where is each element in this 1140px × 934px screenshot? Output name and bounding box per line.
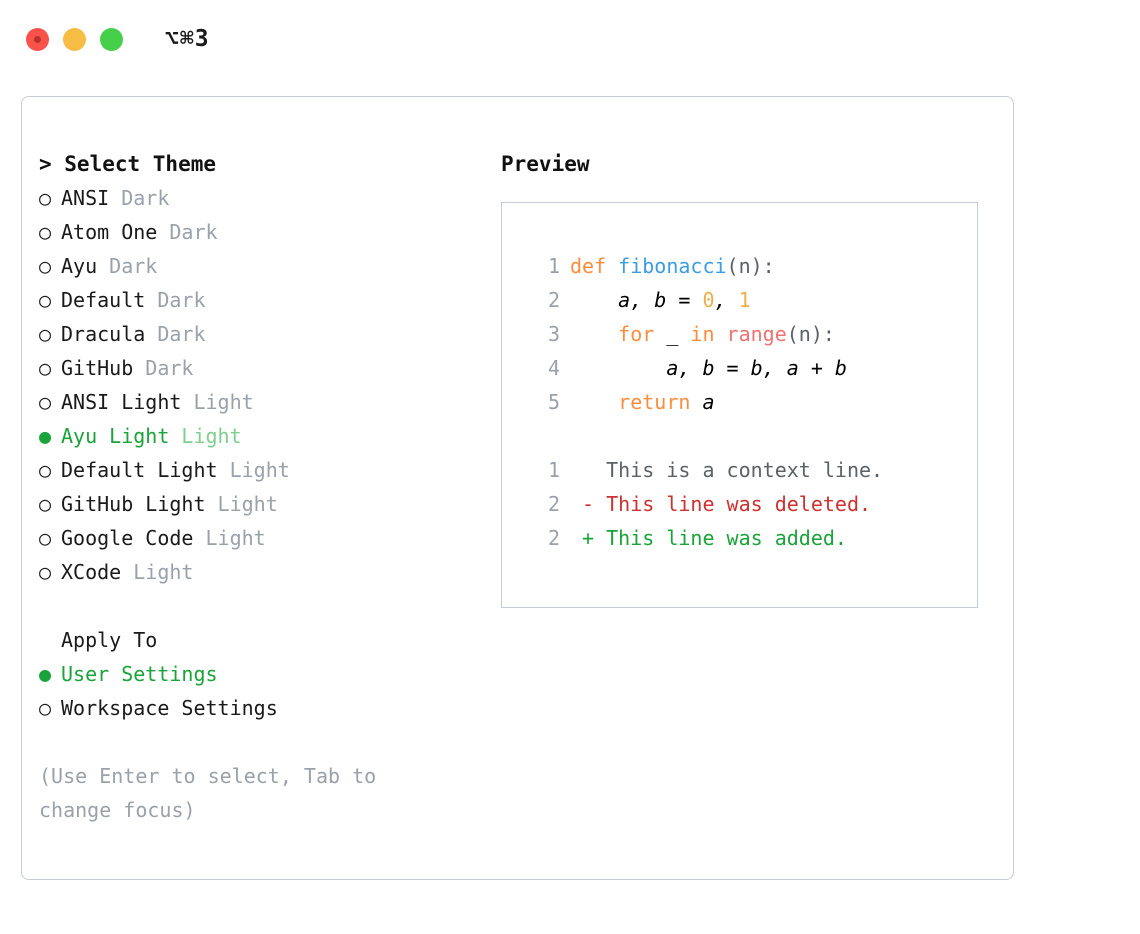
code-token: in bbox=[690, 322, 727, 346]
line-number: 5 bbox=[547, 390, 560, 414]
zoom-button-icon[interactable] bbox=[100, 28, 123, 51]
theme-option-tag: Light bbox=[121, 560, 194, 584]
theme-option-tag: Dark bbox=[145, 288, 206, 312]
code-line bbox=[526, 317, 883, 351]
theme-option[interactable] bbox=[39, 555, 489, 589]
theme-option-label: GitHub bbox=[61, 356, 134, 380]
theme-option-tag: Light bbox=[169, 424, 242, 448]
theme-option-label: Atom One bbox=[61, 220, 158, 244]
code-token: return bbox=[570, 390, 703, 414]
theme-option-tag: Dark bbox=[109, 186, 170, 210]
code-token: _ bbox=[666, 322, 691, 346]
radio-unselected-icon: ○ bbox=[39, 696, 52, 720]
code-token: a, b = b, a + b bbox=[570, 356, 847, 380]
theme-option-tag: Dark bbox=[97, 254, 158, 278]
code-line bbox=[526, 419, 883, 453]
code-line bbox=[526, 351, 883, 385]
apply-to-option-label: Workspace Settings bbox=[61, 696, 278, 720]
line-number: 1 bbox=[547, 254, 560, 278]
code-token: fibonacci bbox=[618, 254, 727, 278]
theme-option[interactable] bbox=[39, 419, 489, 453]
code-line bbox=[526, 385, 883, 419]
radio-unselected-icon: ○ bbox=[39, 322, 52, 346]
theme-option-label: Ayu Light bbox=[61, 424, 170, 448]
code-token: range bbox=[726, 322, 787, 346]
theme-option-label: Google Code bbox=[61, 526, 194, 550]
preview-column bbox=[501, 147, 1001, 181]
theme-option[interactable] bbox=[39, 521, 489, 555]
apply-to-label: Apply To bbox=[61, 628, 158, 652]
theme-selection-column bbox=[39, 147, 489, 827]
theme-option-label: Default Light bbox=[61, 458, 218, 482]
minimize-button-icon[interactable] bbox=[63, 28, 86, 51]
apply-to-list bbox=[39, 657, 489, 725]
theme-option[interactable] bbox=[39, 249, 489, 283]
code-token: a, b = bbox=[570, 288, 703, 312]
line-number: 3 bbox=[547, 322, 560, 346]
line-number: 4 bbox=[547, 356, 560, 380]
theme-option[interactable] bbox=[39, 317, 489, 351]
code-preview bbox=[526, 249, 883, 555]
theme-option[interactable] bbox=[39, 385, 489, 419]
theme-option-label: Default bbox=[61, 288, 146, 312]
theme-option-label: XCode bbox=[61, 560, 122, 584]
code-token: (n): bbox=[786, 322, 835, 346]
theme-option[interactable] bbox=[39, 453, 489, 487]
code-token bbox=[570, 424, 582, 448]
theme-option-tag: Dark bbox=[157, 220, 218, 244]
code-token: 1 bbox=[738, 288, 751, 312]
theme-option-label: ANSI bbox=[61, 186, 110, 210]
preview-heading: Preview bbox=[501, 152, 590, 176]
code-token: a bbox=[702, 390, 715, 414]
select-theme-heading: > Select Theme bbox=[39, 152, 217, 176]
code-token: , bbox=[714, 288, 739, 312]
radio-unselected-icon: ○ bbox=[39, 288, 52, 312]
code-line bbox=[526, 487, 883, 521]
theme-option[interactable] bbox=[39, 487, 489, 521]
title-bar bbox=[0, 0, 1140, 78]
radio-unselected-icon: ○ bbox=[39, 254, 52, 278]
theme-option-label: ANSI Light bbox=[61, 390, 182, 414]
theme-option[interactable] bbox=[39, 283, 489, 317]
code-token: + This line was added. bbox=[570, 526, 847, 550]
apply-to-option-label: User Settings bbox=[61, 662, 218, 686]
code-token: 0 bbox=[702, 288, 715, 312]
theme-option-label: Ayu bbox=[61, 254, 98, 278]
radio-unselected-icon: ○ bbox=[39, 526, 52, 550]
code-line bbox=[526, 249, 883, 283]
line-number: 2 bbox=[547, 492, 560, 516]
theme-option-tag: Light bbox=[181, 390, 254, 414]
apply-to-option[interactable] bbox=[39, 657, 489, 691]
theme-option-tag: Light bbox=[217, 458, 290, 482]
code-line bbox=[526, 521, 883, 555]
theme-option[interactable] bbox=[39, 215, 489, 249]
line-number: 2 bbox=[547, 526, 560, 550]
radio-unselected-icon: ○ bbox=[39, 356, 52, 380]
radio-unselected-icon: ○ bbox=[39, 220, 52, 244]
theme-option-label: Dracula bbox=[61, 322, 146, 346]
radio-unselected-icon: ○ bbox=[39, 186, 52, 210]
apply-to-option[interactable] bbox=[39, 691, 489, 725]
radio-unselected-icon: ○ bbox=[39, 458, 52, 482]
code-token: (n): bbox=[726, 254, 775, 278]
preview-box bbox=[501, 202, 978, 608]
radio-selected-icon: ● bbox=[39, 424, 52, 448]
theme-option-tag: Dark bbox=[133, 356, 194, 380]
line-number: 2 bbox=[547, 288, 560, 312]
code-token: def bbox=[570, 254, 619, 278]
code-line bbox=[526, 283, 883, 317]
theme-option[interactable] bbox=[39, 351, 489, 385]
keyboard-hint: (Use Enter to select, Tab to change focus) bbox=[39, 764, 389, 822]
code-token: for bbox=[570, 322, 667, 346]
code-token: This is a context line. bbox=[570, 458, 884, 482]
window-title: ⌥⌘3 bbox=[165, 26, 210, 52]
theme-option-tag: Light bbox=[205, 492, 278, 516]
line-number: 1 bbox=[547, 458, 560, 482]
theme-option-tag: Light bbox=[193, 526, 266, 550]
radio-unselected-icon: ○ bbox=[39, 492, 52, 516]
radio-selected-icon: ● bbox=[39, 662, 52, 686]
theme-option-tag: Dark bbox=[145, 322, 206, 346]
theme-option-label: GitHub Light bbox=[61, 492, 206, 516]
code-token: - This line was deleted. bbox=[570, 492, 872, 516]
code-line bbox=[526, 453, 883, 487]
radio-unselected-icon: ○ bbox=[39, 390, 52, 414]
radio-unselected-icon: ○ bbox=[39, 560, 52, 584]
traffic-light-group bbox=[26, 28, 123, 51]
theme-list bbox=[39, 181, 489, 589]
close-button-icon[interactable] bbox=[26, 28, 49, 51]
main-panel bbox=[21, 96, 1014, 880]
theme-option[interactable] bbox=[39, 181, 489, 215]
